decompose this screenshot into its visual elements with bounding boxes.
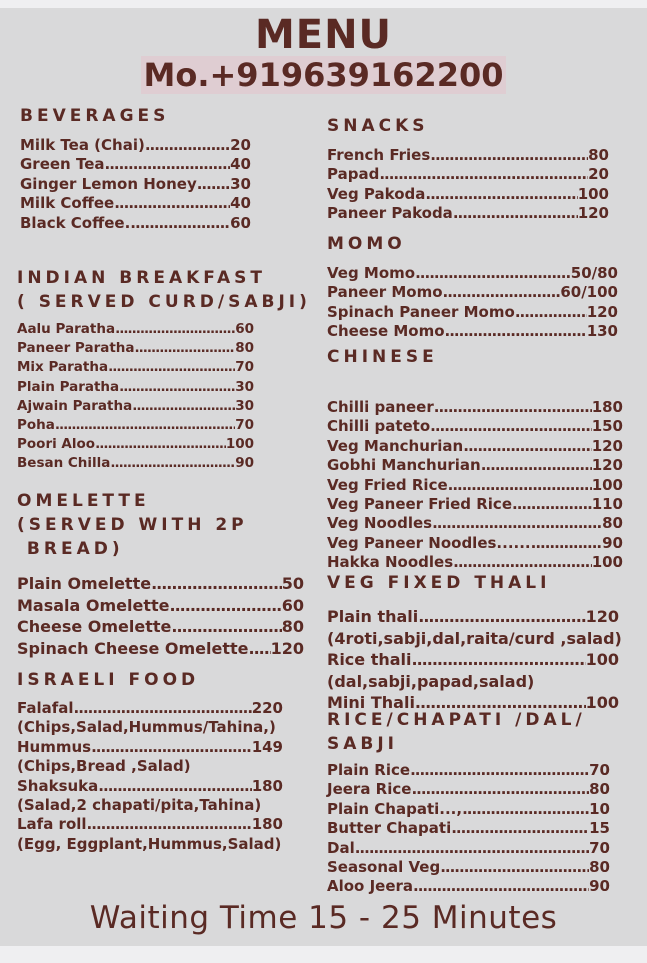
menu-item-price: 30 [230, 174, 251, 193]
dot-leader [197, 175, 230, 194]
dot-leader [130, 214, 230, 233]
menu-item-price: 100 [591, 553, 623, 572]
dot-leader [171, 616, 281, 638]
menu-item-price: 100 [591, 475, 623, 494]
menu-item-name: Chilli pateto [327, 417, 431, 436]
dot-leader [98, 777, 251, 796]
menu-item-name: Shaksuka [17, 776, 99, 795]
dot-leader [248, 638, 270, 660]
menu-item [327, 877, 610, 896]
menu-item [327, 146, 609, 165]
menu-item-price: 100 [585, 693, 619, 712]
menu-title: MENU [254, 12, 393, 58]
indian-breakfast-heading: INDIAN BREAKFAST ( SERVED CURD/SABJI) [17, 268, 311, 312]
menu-item-price: 220 [251, 699, 283, 717]
dot-leader [413, 877, 589, 896]
rice-chapati-list [327, 761, 610, 897]
menu-item-name: Plain thali [327, 607, 419, 626]
beverages-list [20, 136, 251, 233]
menu-item-price: 60 [235, 321, 254, 337]
menu-item-name: Paneer Paratha [17, 340, 135, 357]
menu-item-price: 60/100 [560, 283, 618, 302]
menu-item-name: Veg Fried Rice [327, 475, 448, 494]
menu-item [327, 398, 623, 417]
menu-item [20, 155, 251, 174]
menu-item [327, 858, 610, 877]
menu-item-price: 90 [602, 533, 623, 552]
menu-item-name: Rice thali [327, 650, 412, 669]
dot-leader [430, 146, 588, 165]
menu-item [327, 303, 618, 322]
menu-item [327, 780, 610, 799]
menu-item-name: Plain Paratha [17, 378, 120, 395]
dot-leader [91, 738, 252, 757]
indian-breakfast-list [17, 320, 254, 474]
menu-item [17, 397, 254, 416]
dot-leader [119, 378, 235, 397]
menu-item-price: 100 [585, 650, 619, 669]
menu-item [17, 320, 254, 339]
menu-item [327, 534, 623, 553]
dot-leader [410, 761, 589, 780]
menu-item-price: 120 [585, 607, 619, 626]
menu-item-name: Plain Chapati..., [327, 799, 463, 818]
menu-item [327, 283, 618, 302]
menu-item-price: 80 [235, 340, 254, 357]
menu-item-name: Spinach Cheese Omelette [17, 638, 249, 658]
menu-item-name: Masala Omelette [17, 595, 170, 615]
menu-item-name: Hakka Noodles [327, 553, 454, 572]
menu-item-name: French Fries [327, 146, 431, 164]
menu-item [327, 264, 618, 283]
menu-item [17, 573, 304, 595]
menu-item-price: 20 [230, 136, 251, 154]
menu-item-price: 120 [591, 436, 623, 455]
menu-item-name: Veg Manchurian [327, 436, 464, 455]
menu-item [327, 204, 609, 223]
menu-item [17, 595, 304, 617]
menu-item-price: 80 [589, 858, 610, 877]
dot-leader [108, 358, 235, 377]
snacks-list [327, 146, 609, 224]
menu-item-name: Seasonal Veg [327, 858, 441, 877]
menu-item-name: Lafa roll [17, 815, 87, 834]
momo-heading: MOMO [327, 234, 406, 254]
dot-leader [531, 534, 603, 553]
menu-item-price: 149 [251, 737, 283, 756]
menu-item [17, 777, 283, 796]
dot-leader [110, 454, 235, 473]
dot-leader [451, 819, 589, 838]
bottom-bar [0, 946, 647, 963]
dot-leader [434, 398, 592, 417]
dot-leader [132, 397, 235, 416]
menu-item-name: Green Tea [20, 155, 105, 174]
dot-leader [418, 606, 585, 628]
dot-leader [430, 417, 592, 436]
menu-item-name: Gobhi Manchurian [327, 456, 481, 475]
menu-item-price: 130 [586, 322, 618, 341]
menu-item-name: Plain Rice [327, 761, 411, 779]
menu-item-price: 100 [577, 184, 609, 203]
menu-item-name: Veg Paneer Fried Rice [327, 495, 512, 514]
dot-leader [412, 649, 586, 671]
menu-item-price: 50/80 [570, 264, 618, 282]
menu-item-price: 20 [588, 165, 609, 184]
menu-item-price: 120 [577, 204, 609, 223]
menu-item [327, 761, 610, 780]
menu-item-price: 150 [591, 417, 623, 436]
dot-leader [55, 416, 235, 435]
menu-item-name: Aalu Paratha [17, 321, 116, 337]
chinese-list [327, 398, 623, 573]
menu-item [327, 322, 618, 341]
momo-list [327, 264, 618, 342]
dot-leader [145, 136, 230, 155]
menu-item [17, 815, 283, 834]
menu-item [17, 738, 283, 757]
menu-item-note: (Salad,2 chapati/pita,Tahina) [17, 796, 262, 815]
menu-item-name: Ajwain Paratha [17, 397, 133, 414]
menu-item-note: (Egg, Eggplant,Hummus,Salad) [17, 834, 282, 853]
dot-leader [355, 839, 589, 858]
menu-item-price: 10 [589, 799, 610, 818]
menu-item-price: 90 [589, 877, 610, 896]
menu-item-price: 90 [235, 455, 254, 472]
menu-item [327, 185, 609, 204]
menu-item-price: 120 [591, 456, 623, 475]
menu-item-name: Veg Paneer Noodles...... [327, 533, 531, 552]
dot-leader [448, 476, 592, 495]
menu-item [327, 839, 610, 858]
menu-item-name: Poha [17, 417, 55, 434]
dot-leader [115, 320, 235, 339]
dot-leader [114, 194, 230, 213]
menu-item [20, 175, 251, 194]
menu-item [17, 616, 304, 638]
menu-item-price: 100 [225, 436, 254, 453]
menu-item-name: Veg Pakoda [327, 184, 426, 203]
dot-leader [453, 553, 592, 572]
beverages-heading: BEVERAGES [20, 106, 170, 126]
menu-item-price: 180 [251, 776, 283, 795]
dot-leader [440, 858, 589, 877]
menu-item-name: Milk Coffee [20, 194, 115, 213]
menu-item-name: Milk Tea (Chai) [20, 136, 145, 154]
menu-item [17, 435, 254, 454]
menu-item-note: (dal,sabji,papad,salad) [327, 671, 535, 691]
menu-item-price: 80 [588, 146, 609, 164]
menu-item-price: 70 [589, 838, 610, 857]
menu-item [327, 437, 623, 456]
menu-item-price: 60 [230, 213, 251, 232]
dot-leader [170, 595, 282, 617]
israeli-list [17, 699, 283, 854]
rice-chapati-heading: RICE/CHAPATI /DAL/ SABJI [327, 710, 586, 754]
menu-item [327, 495, 623, 514]
menu-item [17, 378, 254, 397]
menu-item [327, 606, 619, 628]
dot-leader [462, 800, 589, 819]
menu-item-name: Plain Omelette [17, 574, 152, 593]
menu-item-price: 180 [251, 815, 283, 834]
menu-item [327, 800, 610, 819]
menu-item-name: Aloo Jeera [327, 877, 414, 896]
menu-item-price: 70 [589, 761, 610, 779]
menu-item-name: Black Coffee. [20, 213, 131, 232]
omelette-list [17, 573, 304, 659]
menu-item-name: Paneer Pakoda [327, 204, 453, 223]
menu-item-price: 30 [235, 397, 254, 414]
menu-item-price: 15 [589, 819, 610, 838]
menu-item-name: Veg Noodles [327, 514, 433, 533]
menu-item-note: (Chips,Bread ,Salad) [17, 757, 191, 776]
menu-item [327, 649, 619, 671]
phone-number [0, 56, 647, 94]
menu-item-price: 40 [230, 155, 251, 174]
dot-leader [515, 303, 587, 322]
menu-item [327, 819, 610, 838]
dot-leader [443, 283, 561, 302]
dot-leader [512, 495, 592, 514]
dot-leader [425, 185, 577, 204]
menu-item-name: Falafal [17, 699, 74, 717]
menu-item-price: 120 [270, 638, 304, 658]
menu-item [20, 214, 251, 233]
dot-leader [445, 322, 587, 341]
menu-item-name: Cheese Omelette [17, 617, 172, 636]
menu-item [327, 476, 623, 495]
menu-item-price: 80 [281, 617, 304, 636]
menu-item-price: 50 [281, 574, 304, 593]
dot-leader [151, 573, 282, 595]
menu-item-price: 120 [586, 302, 618, 321]
menu-item-price: 30 [235, 378, 254, 395]
israeli-heading: ISRAELI FOOD [17, 670, 200, 690]
menu-item-name: Dal [327, 838, 355, 857]
menu-item-price: 80 [602, 514, 623, 533]
dot-leader [379, 165, 588, 184]
menu-item-price: 70 [235, 359, 254, 376]
menu-item-name: Butter Chapati [327, 819, 452, 838]
waiting-time-footer: Waiting Time 15 - 25 Minutes [89, 900, 558, 936]
menu-item-price: 180 [591, 398, 623, 416]
menu-item-name: Papad [327, 165, 380, 184]
menu-item [327, 165, 609, 184]
dot-leader [105, 155, 231, 174]
menu-item [17, 454, 254, 473]
menu-item [20, 194, 251, 213]
menu-item-note: (4roti,sabji,dal,raita/curd ,salad) [327, 628, 622, 648]
dot-leader [463, 437, 591, 456]
dot-leader [453, 204, 578, 223]
menu-item-name: Veg Momo [327, 264, 416, 282]
menu-item-name: Poori Aloo [17, 436, 96, 453]
dot-leader [411, 780, 589, 799]
menu-item-price: 60 [281, 595, 304, 615]
dot-leader [481, 456, 592, 475]
dot-leader [432, 514, 602, 533]
snacks-heading: SNACKS [327, 116, 429, 136]
omelette-heading: OMELETTE (SERVED WITH 2P BREAD) [17, 491, 248, 559]
menu-item-name: Cheese Momo [327, 322, 445, 341]
dot-leader [415, 264, 571, 283]
veg-fixed-thali-list [327, 606, 622, 714]
menu-item [327, 456, 623, 475]
phone-number-text: Mo.+919639162200 [141, 56, 507, 94]
menu-item-name: Ginger Lemon Honey [20, 174, 197, 193]
menu-item [327, 553, 623, 572]
menu-item-price: 40 [230, 194, 251, 213]
menu-item-name: Besan Chilla [17, 455, 111, 472]
menu-item [20, 136, 251, 155]
menu-item-name: Mini Thali [327, 693, 415, 712]
menu-item [327, 514, 623, 533]
veg-fixed-thali-heading: VEG FIXED THALI [327, 573, 551, 593]
menu-item [327, 417, 623, 436]
menu-item-price: 70 [235, 417, 254, 434]
menu-item-name: Hummus [17, 737, 92, 756]
menu-item-price: 80 [589, 780, 610, 799]
menu-item [17, 358, 254, 377]
dot-leader [95, 435, 226, 454]
menu-item-note: (Chips,Salad,Hummus/Tahina,) [17, 718, 276, 737]
dot-leader [87, 815, 252, 834]
chinese-heading: CHINESE [327, 347, 438, 367]
menu-item-name: Chilli paneer [327, 398, 434, 416]
menu-item [17, 339, 254, 358]
menu-item [17, 699, 283, 718]
menu-item-name: Paneer Momo [327, 283, 443, 302]
menu-item-price: 110 [591, 495, 623, 514]
dot-leader [135, 339, 236, 358]
dot-leader [74, 699, 252, 718]
menu-item [17, 638, 304, 660]
menu-item-name: Mix Paratha [17, 359, 109, 376]
menu-item-name: Spinach Paneer Momo [327, 302, 515, 321]
menu-item [17, 416, 254, 435]
menu-item-name: Jeera Rice [327, 780, 412, 799]
